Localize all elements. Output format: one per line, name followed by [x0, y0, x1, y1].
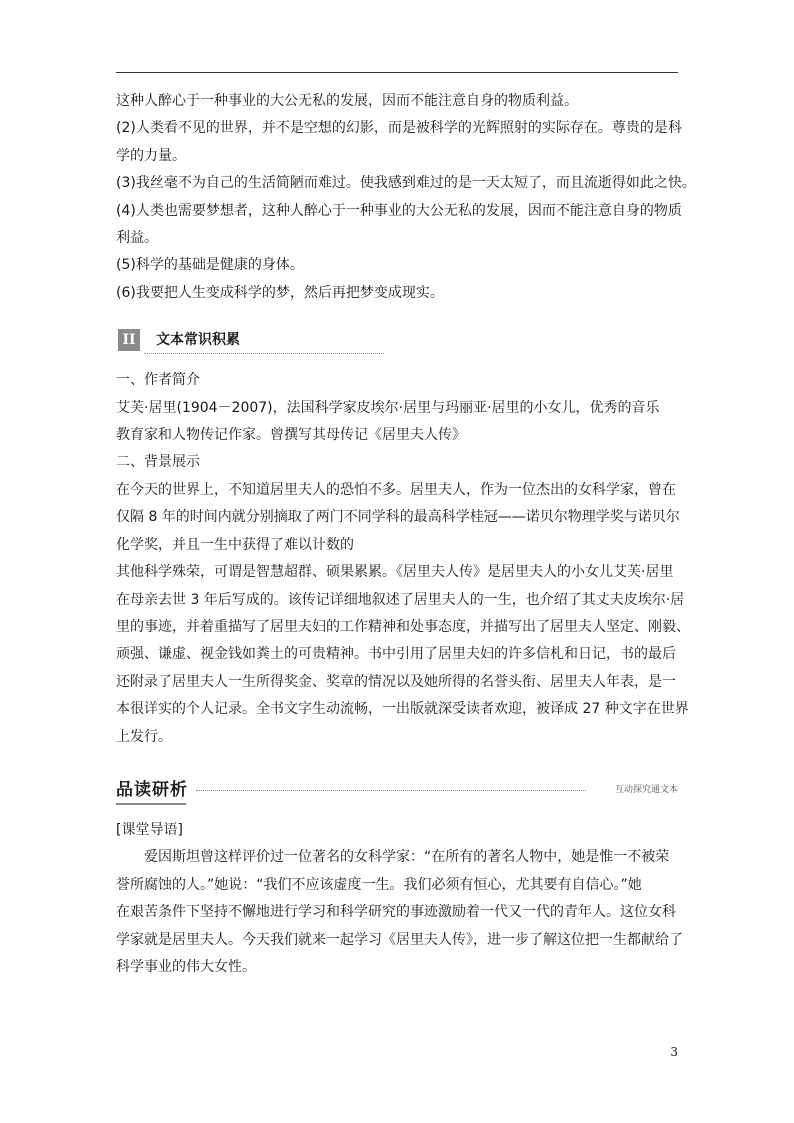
- text-line: 学家就是居里夫人。今天我们就来一起学习《居里夫人传》，进一步了解这位把一生都献给了: [116, 931, 683, 948]
- quote-item: (6)我要把人生变成科学的梦，然后再把梦变成现实。: [116, 284, 444, 301]
- section-underline: [144, 353, 384, 354]
- quote-item: 利益。: [116, 230, 158, 247]
- quote-item: 学的力量。: [116, 147, 186, 164]
- section-side-caption: 互动探究通文本: [614, 784, 678, 795]
- quote-item: (3)我丝毫不为自己的生活简陋而难过。使我感到难过的是一天太短了，而且流逝得如此之快。: [116, 175, 696, 192]
- section-header-knowledge: [116, 329, 678, 353]
- page-content: [116, 88, 696, 981]
- text-line: 爱因斯坦曾这样评价过一位著名的女科学家：“在所有的著名人物中，她是惟一不被荣: [144, 849, 670, 866]
- section-header-reading: [116, 777, 678, 805]
- section-dotted-line: [196, 790, 586, 791]
- text-line: 在艰苦条件下坚持不懈地进行学习和科学研究的事迹激励着一代又一代的青年人。这位女科: [116, 904, 676, 921]
- background-heading: 二、背景展示: [116, 454, 200, 471]
- text-line: 上发行。: [116, 728, 172, 745]
- text-line: 仅隔 8 年的时间内就分别摘取了两门不同学科的最高科学桂冠——诺贝尔物理学奖与诺贝尔: [116, 509, 680, 526]
- quote-item: (5)科学的基础是健康的身体。: [116, 257, 304, 274]
- text-line: 其他科学殊荣，可谓是智慧超群、硕果累累。《居里夫人传》是居里夫人的小女儿艾芙·居里: [116, 564, 674, 581]
- quote-item: (2)人类看不见的世界，并不是空想的幻影，而是被科学的光辉照射的实际存在。尊贵的是科: [116, 120, 682, 137]
- text-line: 化学奖，并且一生中获得了难以计数的: [116, 536, 354, 553]
- text-line: 里的事迹，并着重描写了居里夫妇的工作精神和处事态度，并描写出了居里夫人坚定、刚毅、: [116, 618, 690, 635]
- text-line: 这种人醉心于一种事业的大公无私的发展，因而不能注意自身的物质利益。: [116, 93, 578, 109]
- quote-item: (4)人类也需要梦想者，这种人醉心于一种事业的大公无私的发展，因而不能注意自身的物质: [116, 202, 682, 219]
- text-line: 还附录了居里夫人一生所得奖金、奖章的情况以及她所得的名誉头衔、居里夫人年表，是一: [116, 673, 676, 690]
- text-line: 顽强、谦虚、视金钱如粪土的可贵精神。书中引用了居里夫妇的许多信札和日记，书的最后: [116, 646, 676, 663]
- page-number: 3: [670, 1045, 678, 1059]
- section-number-badge: II: [118, 329, 140, 351]
- text-line: 科学事业的伟大女性。: [116, 958, 256, 975]
- section-title: 文本常识积累: [156, 332, 240, 349]
- header-rule: [116, 72, 678, 73]
- text-line: 本很详实的个人记录。全书文字生动流畅，一出版就深受读者欢迎，被译成 27 种文字在世界: [116, 701, 689, 718]
- section-title: 品读研析: [116, 779, 188, 800]
- section-underline: [116, 803, 186, 805]
- text-line: 教育家和人物传记作家。曾撰写其母传记《居里夫人传》: [116, 427, 466, 444]
- text-line: 在今天的世界上，不知道居里夫人的恐怕不多。居里夫人，作为一位杰出的女科学家，曾在: [116, 481, 676, 498]
- intro-heading: [课堂导语]: [116, 821, 183, 838]
- text-line: 誉所腐蚀的人。”她说：“我们不应该虚度一生。我们必须有恒心，尤其要有自信心。”她: [116, 876, 642, 893]
- text-line: 艾芙·居里(1904－2007)，法国科学家皮埃尔·居里与玛丽亚·居里的小女儿，优秀的音乐: [116, 399, 660, 416]
- text-line: 在母亲去世 3 年后写成的。该传记详细地叙述了居里夫人的一生，也介绍了其丈夫皮埃尔·居: [116, 591, 685, 608]
- author-heading: 一、作者简介: [116, 372, 200, 389]
